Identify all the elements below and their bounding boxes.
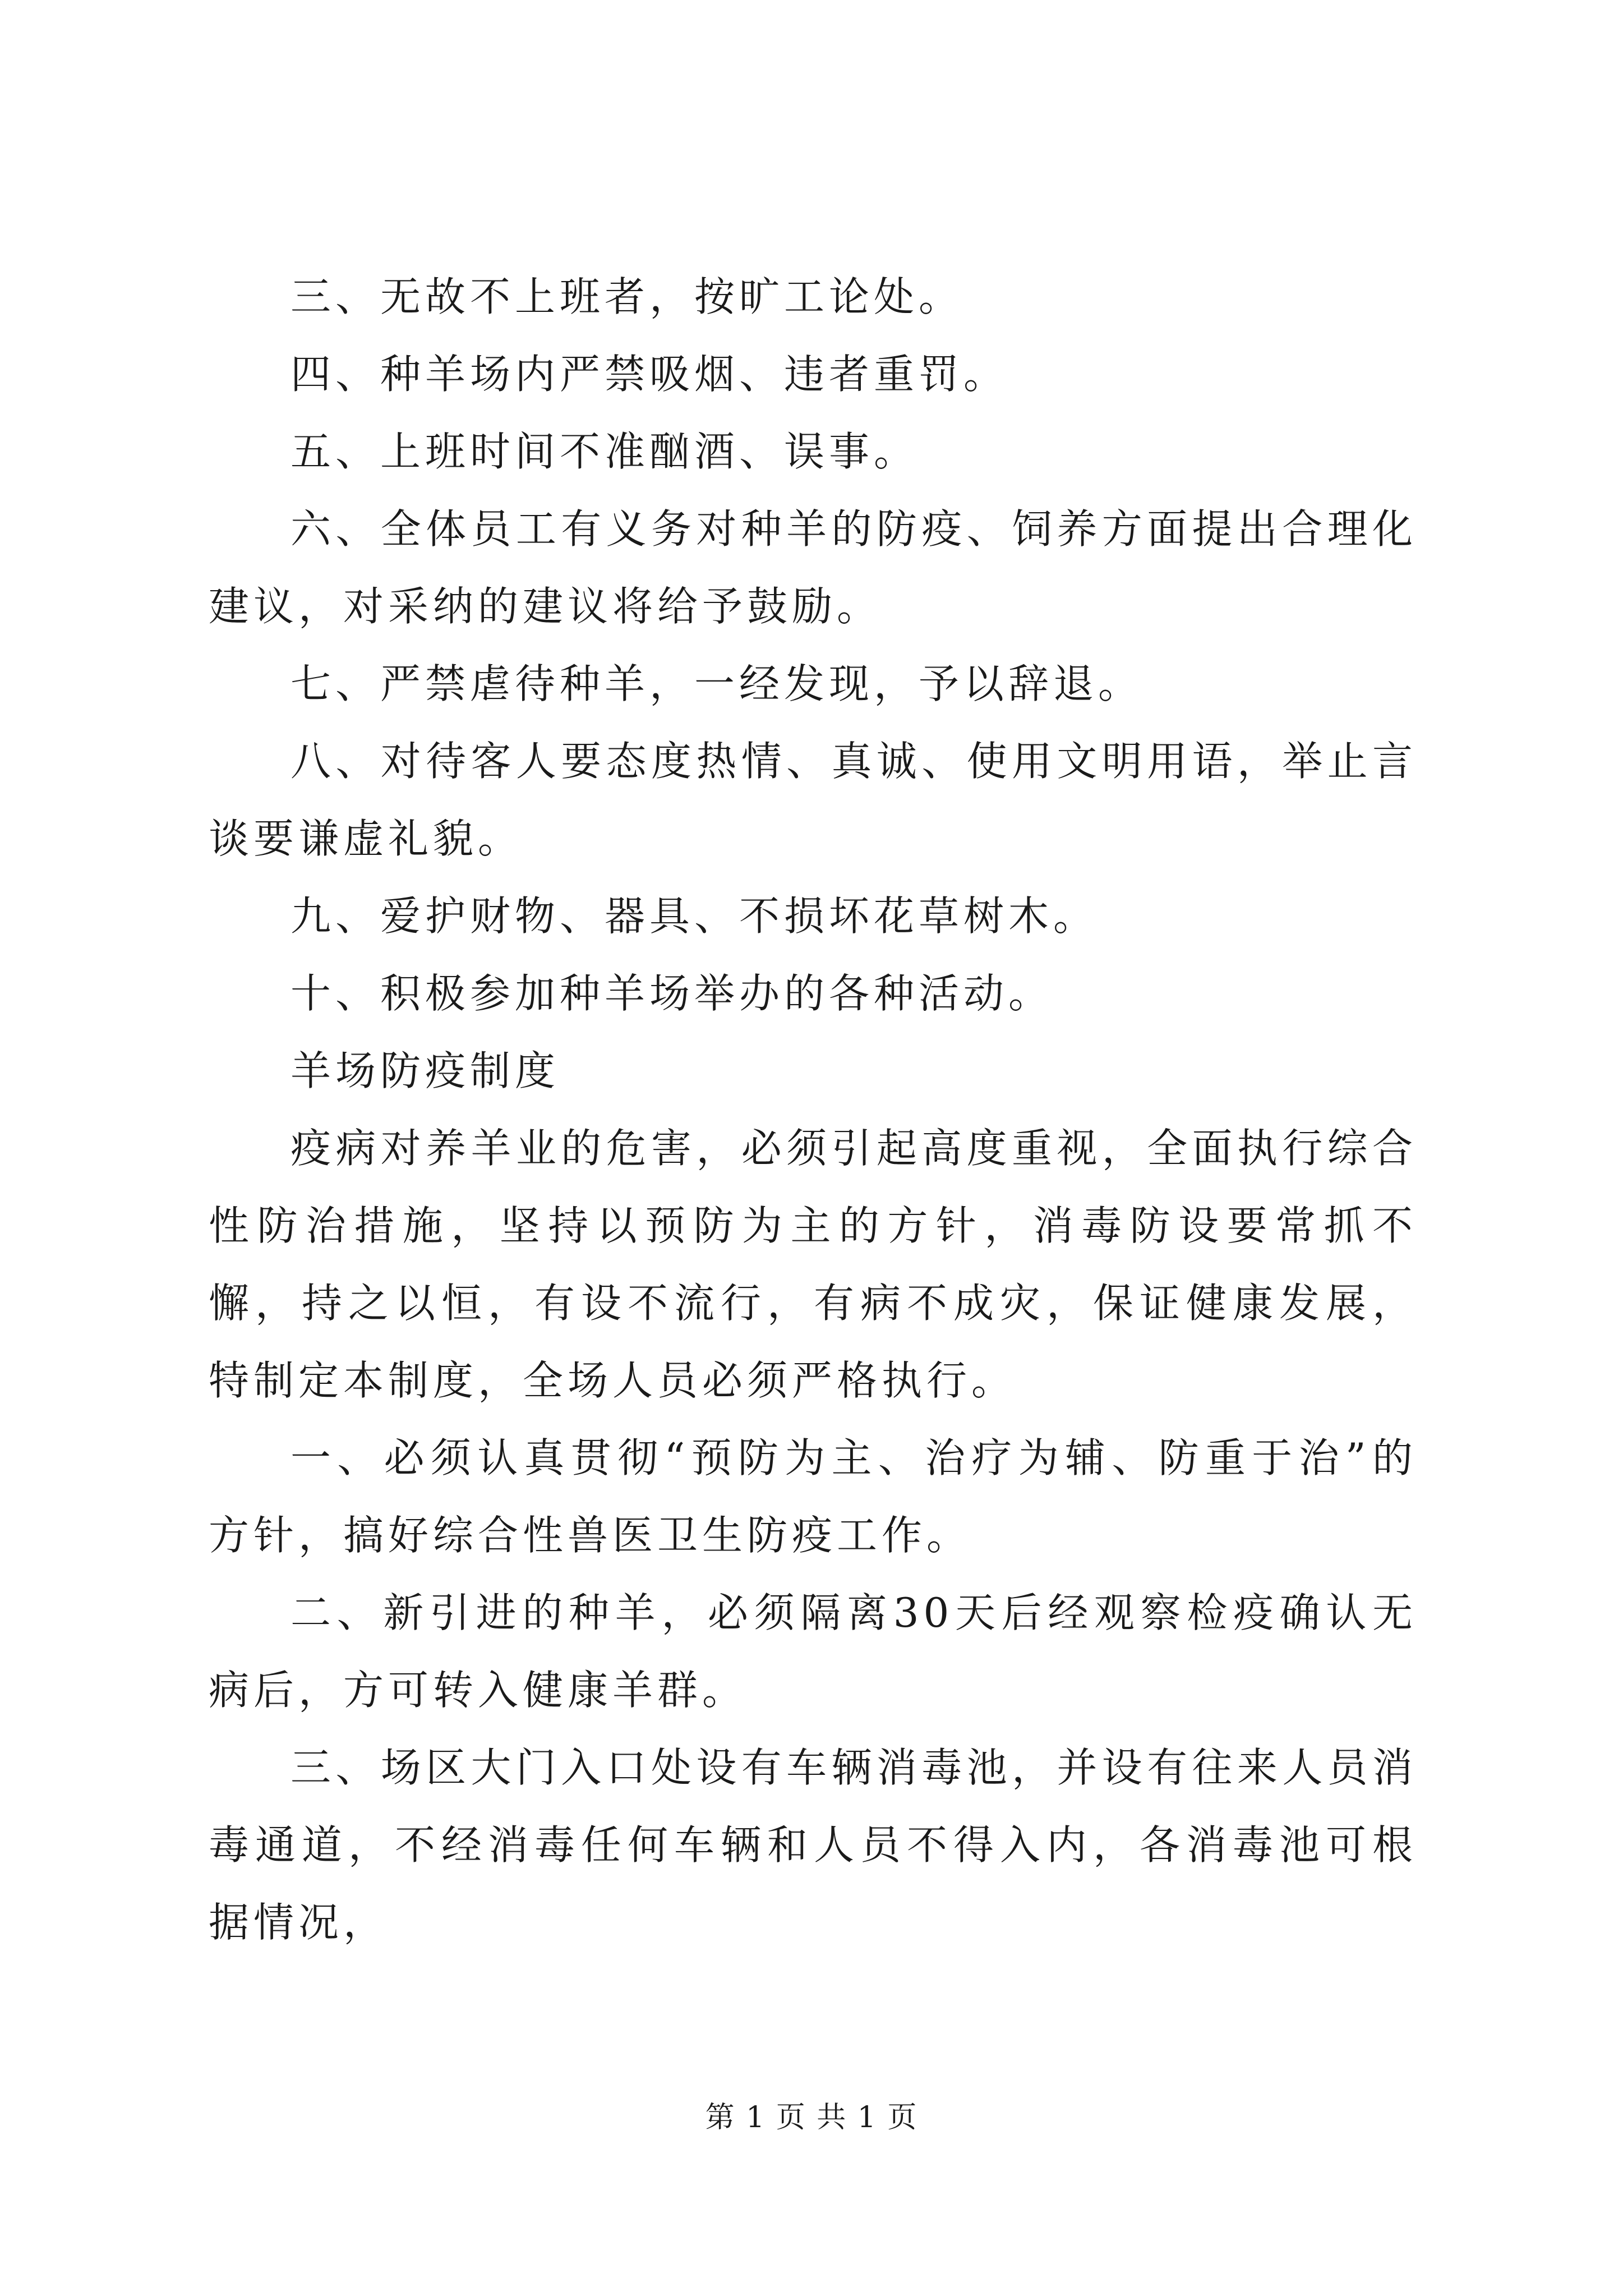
page-number-footer: 第 1 页 共 1 页 xyxy=(705,2101,918,2134)
paragraph-rule-9: 九、爱护财物、器具、不损坏花草树木。 xyxy=(291,892,1099,940)
paragraph-rule-5: 五、上班时间不准酗酒、误事。 xyxy=(291,428,919,475)
paragraph-epidemic-3: 三、场区大门入口处设有车辆消毒池，并设有往来人员消毒通道，不经消毒任何车辆和人员不得入内，各消毒池可根据情况， xyxy=(209,1744,1417,1946)
paragraph-epidemic-2: 二、新引进的种羊，必须隔离30天后经观察检疫确认无病后，方可转入健康羊群。 xyxy=(209,1589,1417,1714)
paragraph-rule-10: 十、积极参加种羊场举办的各种活动。 xyxy=(291,970,1054,1017)
paragraph-rule-3: 三、无故不上班者，按旷工论处。 xyxy=(291,273,964,320)
paragraph-rule-6: 六、全体员工有义务对种羊的防疫、饲养方面提出合理化建议，对采纳的建议将给予鼓励。 xyxy=(209,505,1417,630)
document-body xyxy=(209,258,1417,1961)
paragraph-rule-7: 七、严禁虐待种羊，一经发现，予以辞退。 xyxy=(291,660,1144,707)
paragraph-epidemic-1: 一、必须认真贯彻“预防为主、治疗为辅、防重于治”的方针，搞好综合性兽医卫生防疫工作。 xyxy=(209,1434,1417,1559)
section-heading: 羊场防疫制度 xyxy=(291,1047,560,1094)
paragraph-rule-4: 四、种羊场内严禁吸烟、违者重罚。 xyxy=(291,351,1009,398)
paragraph-rule-8: 八、对待客人要态度热情、真诚、使用文明用语，举止言谈要谦虚礼貌。 xyxy=(209,738,1417,862)
paragraph-intro: 疫病对养羊业的危害，必须引起高度重视，全面执行综合性防治措施，坚持以预防为主的方针，消毒防设要常抓不懈，持之以恒，有设不流行，有病不成灾，保证健康发展，特制定本制度，全场人员必须严格执行。 xyxy=(209,1125,1417,1404)
